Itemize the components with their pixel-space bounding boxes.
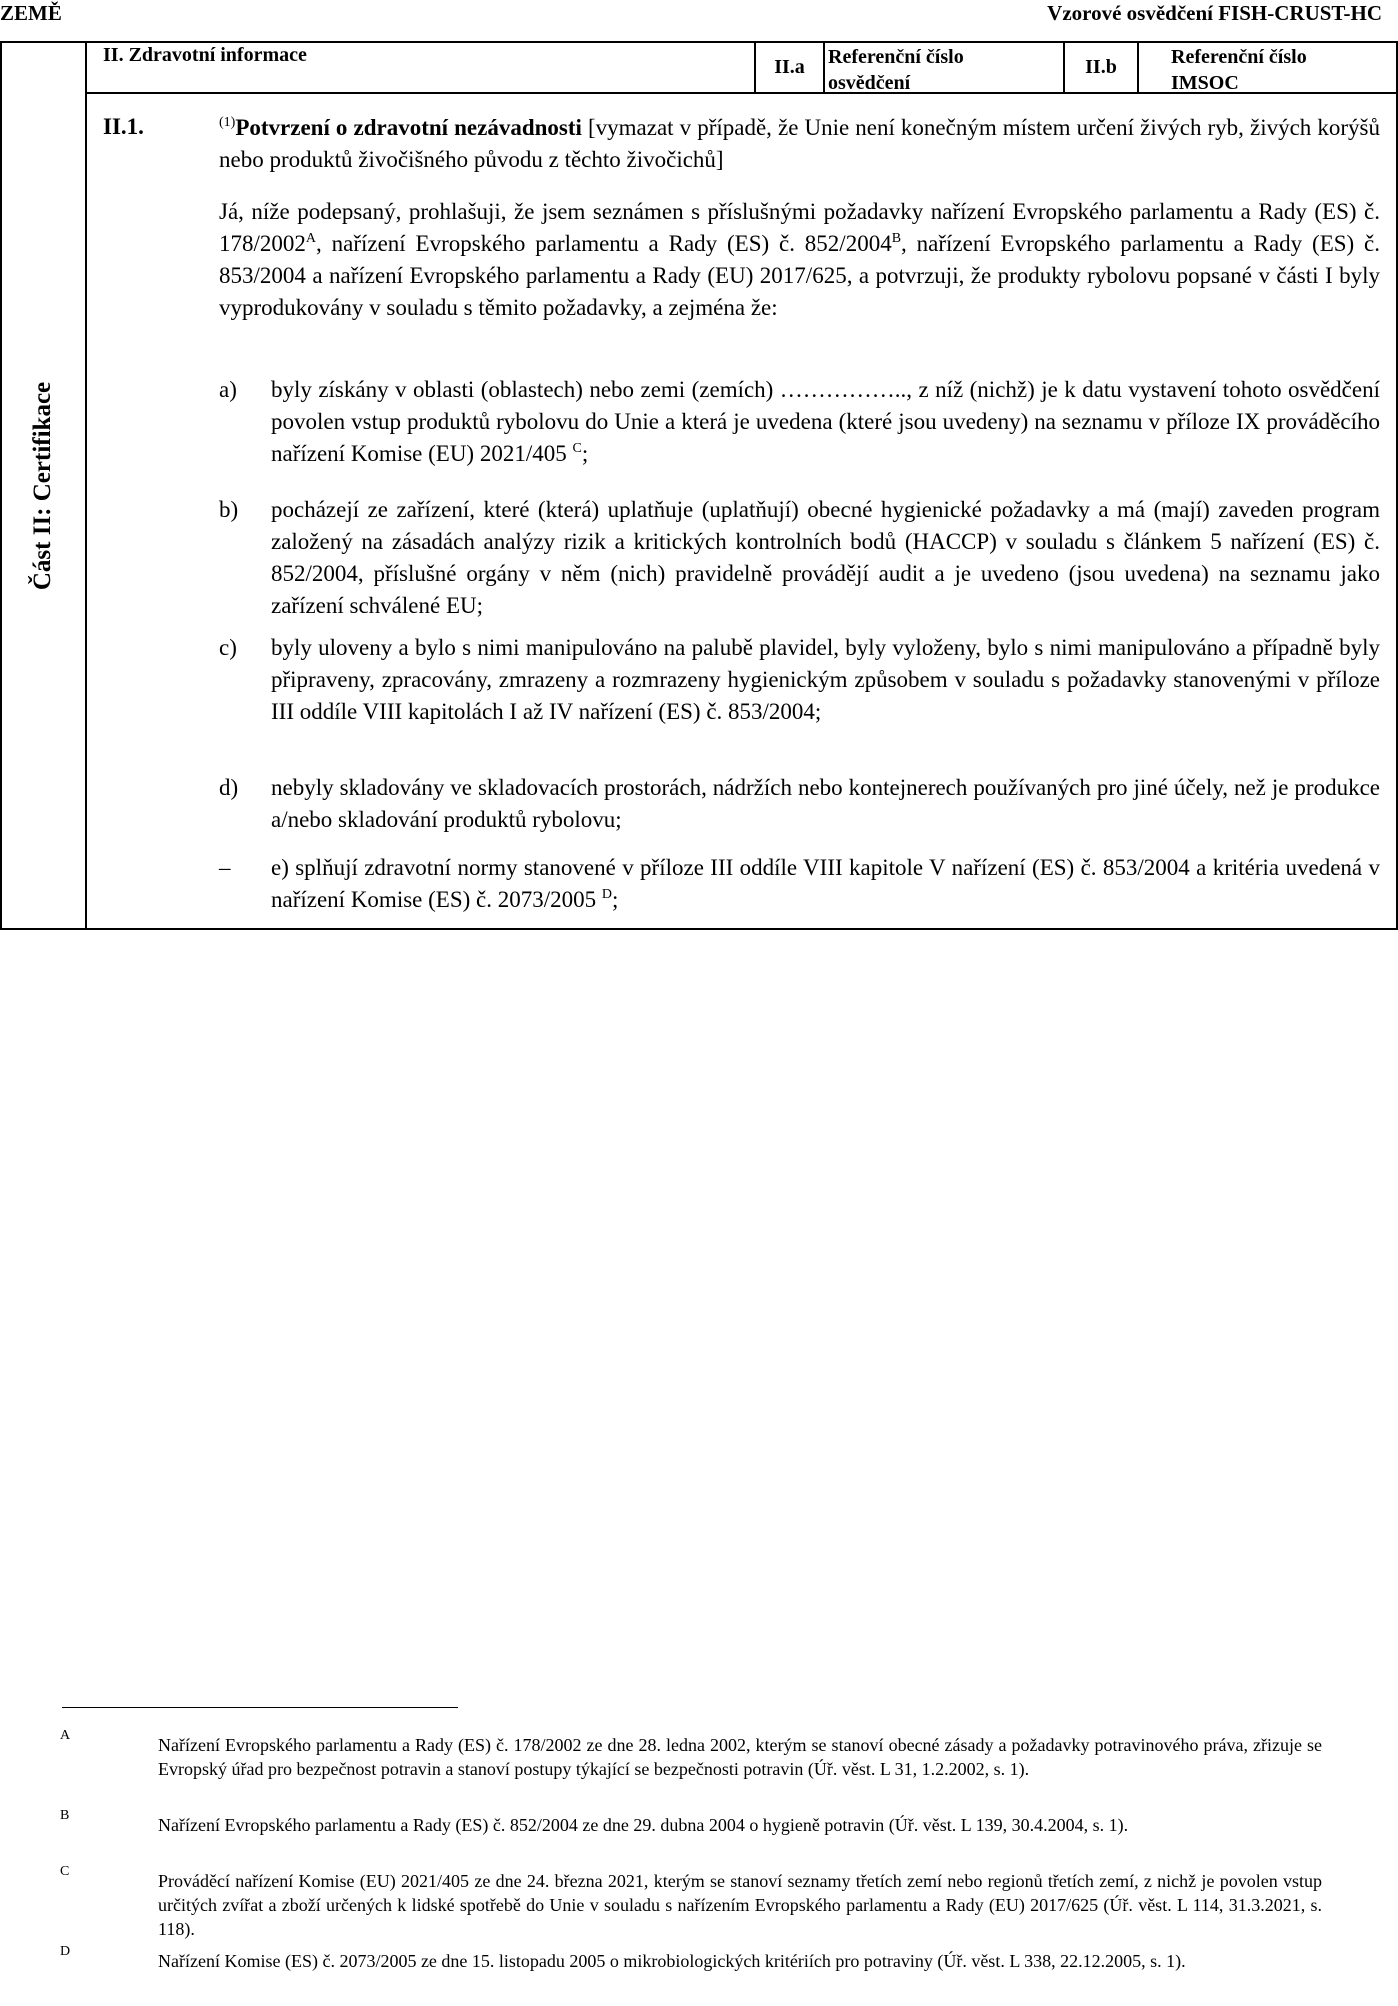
side-label-text: Část II: Certifikace — [29, 381, 57, 590]
list-item-text: pocházejí ze zařízení, které (která) uplatňuje (uplatňují) obecné hygienické požadavky a má (mají) zaveden program založený na zásadách analýzy rizik a kritických kontrolních bodů (HACCP) v souladu s článkem 5 nařízení (ES) č. 852/2004, příslušné orgány v něm (nich) pravidelně provádějí audit a je uvedeno (jsou uvedena) na seznamu jako zařízení schválené EU; — [271, 497, 1380, 618]
heading-rest: [vymazat v případě, že Unie není konečným místem určení živých ryb, živých korýšů nebo produktů živočišného původu z těchto živočichů] — [219, 115, 1380, 172]
list-item-e — [219, 852, 1380, 916]
footnote-mark: C — [60, 1864, 70, 1879]
footnote-ref-b: B — [891, 231, 902, 246]
list-item-label: a) — [219, 377, 237, 402]
heading-bold: Potvrzení o zdravotní nezávadnosti — [235, 115, 582, 140]
intro-text-3: , nařízení Evropského parlamentu a Rady (ES) č. 853/2004 a nařízení Evropského parlamentu a Rady (EU) 2017/625, a potvrzuji, že produkty rybolovu popsané v části I byly vyprodukovány v souladu s těmito požadavky, a zejména že: — [219, 231, 1380, 320]
iib-reference-label — [1171, 44, 1307, 96]
list-item-d — [219, 772, 1380, 836]
footnote-text: Nařízení Evropského parlamentu a Rady (ES) č. 852/2004 ze dne 29. dubna 2004 o hygieně potravin (Úř. věst. L 139, 30.4.2004, s. 1). — [158, 1815, 1129, 1835]
intro-text-2: , nařízení Evropského parlamentu a Rady (ES) č. 852/2004 — [316, 231, 892, 256]
list-item-text: nebyly skladovány ve skladovacích prostorách, nádržích nebo kontejnerech používaných pro jiné účely, než je produkce a/nebo skladování produktů rybolovu; — [271, 775, 1380, 832]
list-item-label: c) — [219, 635, 237, 660]
country-header: ZEMĚ — [0, 1, 62, 25]
list-item-c — [219, 632, 1380, 728]
section-number: II.1. — [103, 114, 144, 139]
intro-paragraph — [219, 196, 1380, 324]
item-a-text: byly získány v oblasti (oblastech) nebo zemi (zemích) …………….., z níž (nichž) je k datu vystavení tohoto osvědčení povolen vstup produktů rybolovu do Unie a která je uvedena (které jsou uvedeny) na seznamu v příloze IX prováděcího nařízení Komise (EU) 2021/405 — [271, 377, 1380, 466]
iia-label: II.a — [774, 55, 805, 78]
side-column-divider — [85, 41, 87, 930]
list-item-label: b) — [219, 497, 239, 522]
footnote-text: Nařízení Evropského parlamentu a Rady (ES) č. 178/2002 ze dne 28. ledna 2002, kterým se stanoví obecné zásady a požadavky potravinového práva, zřizuje se Evropský úřad pro bezpečnost potravin a stanoví postupy týkající se bezpečnosti potravin (Úř. věst. L 31, 1.2.2002, s. 1). — [158, 1735, 1322, 1779]
footnote-ref-d: D — [601, 887, 612, 902]
section-title: II. Zdravotní informace — [103, 44, 307, 66]
list-item-label: d) — [219, 775, 239, 800]
item-e-end: ; — [612, 887, 619, 912]
iia-reference-text: Referenční číslo osvědčení — [828, 46, 964, 94]
heading-footnote-ref: (1) — [219, 115, 236, 130]
footnote-ref-a: A — [305, 231, 317, 246]
footnote-mark: D — [60, 1944, 71, 1959]
list-item-a — [219, 374, 1380, 470]
footnote-text: Nařízení Komise (ES) č. 2073/2005 ze dne 15. listopadu 2005 o mikrobiologických kritériích pro potraviny (Úř. věst. L 338, 22.12.2005, s. 1). — [158, 1951, 1186, 1971]
certificate-model-header: Vzorové osvědčení FISH-CRUST-HC — [1047, 1, 1382, 25]
list-item-b — [219, 494, 1380, 622]
item-a-end: ; — [581, 441, 589, 466]
side-label — [2, 41, 85, 930]
list-item-label: – — [219, 855, 231, 880]
item-e-text: e) splňují zdravotní normy stanovené v příloze III oddíle VIII kapitole V nařízení (ES) č. 853/2004 a kritéria uvedená v nařízení Komise (ES) č. 2073/2005 — [271, 855, 1380, 912]
header-cell-divider — [823, 41, 825, 93]
list-item-text: byly uloveny a bylo s nimi manipulováno na palubě plavidel, byly vyloženy, bylo s nimi manipulováno a případně byly připraveny, zpracovány, zmrazeny a rozmrazeny hygienickým způsobem v souladu s požadavky stanovenými v příloze III oddíle VIII kapitolách I až IV nařízení (ES) č. 853/2004; — [271, 635, 1380, 724]
list-item-text — [271, 374, 1380, 470]
footnote-mark: B — [60, 1808, 70, 1823]
section-heading — [219, 112, 1380, 176]
footnote-text: Prováděcí nařízení Komise (EU) 2021/405 ze dne 24. března 2021, kterým se stanoví seznamy třetích zemí nebo regionů třetích zemí, z nichž je povolen vstup určitých zvířat a zboží určených k lidské spotřebě do Unie v souladu s nařízením Evropského parlamentu a Rady (EU) 2017/625 (Úř. věst. L 114, 31.3.2021, s. 118). — [158, 1871, 1322, 1939]
list-item-text — [271, 852, 1380, 916]
iia-reference-label — [828, 44, 964, 96]
iib-label: II.b — [1085, 55, 1117, 78]
intro-text-1: Já, níže podepsaný, prohlašuji, že jsem seznámen s příslušnými požadavky nařízení Evropského parlamentu a Rady (ES) č. 178/2002 — [219, 199, 1380, 256]
footnote-ref-c: C — [572, 441, 582, 456]
footnote-mark: A — [60, 1728, 71, 1743]
footnote-separator — [62, 1707, 458, 1708]
header-cell-divider — [1137, 41, 1139, 93]
iib-reference-text: Referenční číslo IMSOC — [1171, 46, 1307, 94]
